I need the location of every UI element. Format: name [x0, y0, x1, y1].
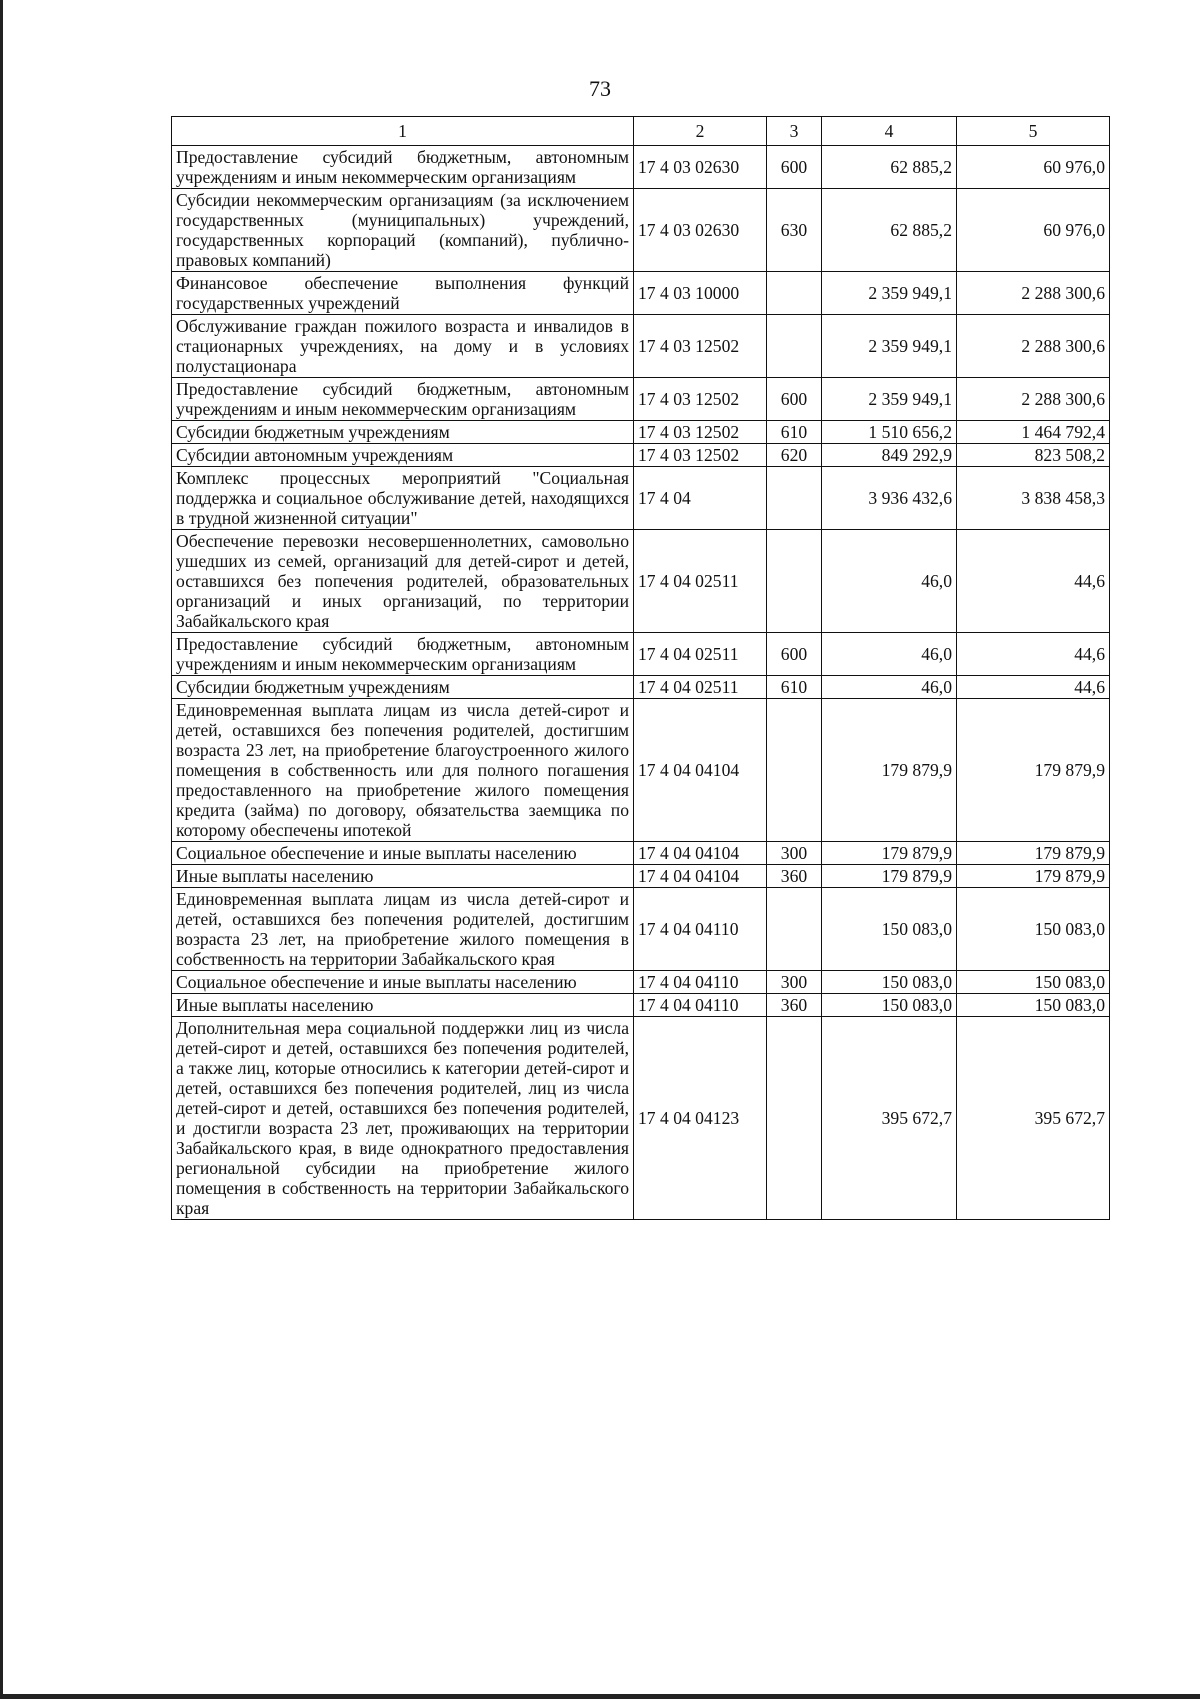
cell-name: Финансовое обеспечение выполнения функций государственных учреждений: [172, 272, 634, 315]
cell-code: 17 4 04 02511: [634, 633, 767, 676]
cell-expense-type: 630: [767, 189, 822, 272]
cell-amount-1: 1 510 656,2: [822, 421, 957, 444]
cell-amount-1: 395 672,7: [822, 1017, 957, 1220]
cell-name: Иные выплаты населению: [172, 994, 634, 1017]
cell-code: 17 4 03 12502: [634, 315, 767, 378]
table-row: [172, 888, 1110, 971]
cell-expense-type: 600: [767, 146, 822, 189]
cell-expense-type: [767, 272, 822, 315]
cell-amount-2: 2 288 300,6: [957, 315, 1110, 378]
cell-expense-type: 600: [767, 633, 822, 676]
cell-amount-2: 44,6: [957, 633, 1110, 676]
table-row: [172, 189, 1110, 272]
cell-amount-1: 2 359 949,1: [822, 378, 957, 421]
cell-amount-2: 44,6: [957, 676, 1110, 699]
cell-expense-type: 620: [767, 444, 822, 467]
cell-amount-2: 60 976,0: [957, 189, 1110, 272]
cell-name: Субсидии некоммерческим организациям (за исключением государственных (муниципальных) учреждений, государственных корпораций (компаний), публично-правовых компаний): [172, 189, 634, 272]
table-row: [172, 1017, 1110, 1220]
cell-code: 17 4 03 10000: [634, 272, 767, 315]
cell-amount-2: 150 083,0: [957, 971, 1110, 994]
cell-expense-type: 300: [767, 971, 822, 994]
cell-name: Субсидии бюджетным учреждениям: [172, 676, 634, 699]
cell-code: 17 4 04 04110: [634, 994, 767, 1017]
table-row: [172, 842, 1110, 865]
cell-name: Субсидии бюджетным учреждениям: [172, 421, 634, 444]
cell-expense-type: [767, 315, 822, 378]
table-row: [172, 378, 1110, 421]
cell-amount-1: 179 879,9: [822, 699, 957, 842]
cell-amount-2: 823 508,2: [957, 444, 1110, 467]
cell-name: Субсидии автономным учреждениям: [172, 444, 634, 467]
cell-name: Иные выплаты населению: [172, 865, 634, 888]
cell-amount-2: 60 976,0: [957, 146, 1110, 189]
cell-expense-type: 360: [767, 865, 822, 888]
cell-code: 17 4 03 02630: [634, 189, 767, 272]
cell-expense-type: [767, 530, 822, 633]
cell-name: Обслуживание граждан пожилого возраста и инвалидов в стационарных учреждениях, на дому и в условиях полустационара: [172, 315, 634, 378]
cell-amount-1: 62 885,2: [822, 146, 957, 189]
header-row: [172, 117, 1110, 146]
scan-bottom-edge: [0, 1694, 1200, 1699]
header-col-3: 3: [767, 117, 822, 146]
budget-table: [171, 116, 1110, 1220]
cell-amount-1: 62 885,2: [822, 189, 957, 272]
table-row: [172, 699, 1110, 842]
table-row: [172, 676, 1110, 699]
cell-amount-1: 150 083,0: [822, 994, 957, 1017]
cell-code: 17 4 04 02511: [634, 676, 767, 699]
table-row: [172, 146, 1110, 189]
cell-amount-1: 46,0: [822, 633, 957, 676]
cell-amount-2: 44,6: [957, 530, 1110, 633]
cell-code: 17 4 04 02511: [634, 530, 767, 633]
cell-amount-1: 179 879,9: [822, 842, 957, 865]
cell-code: 17 4 03 12502: [634, 421, 767, 444]
cell-code: 17 4 04 04110: [634, 888, 767, 971]
page-number: 73: [589, 76, 611, 101]
cell-amount-2: 395 672,7: [957, 1017, 1110, 1220]
cell-name: Дополнительная мера социальной поддержки лиц из числа детей-сирот и детей, оставшихся без попечения родителей, а также лиц, которые относились к категории детей-сирот и детей, оставшихся без попечения родителей, лиц из числа детей-сирот и детей, оставшихся без попечения родителей, и достигли возраста 23 лет, проживающих на территории Забайкальского края, в виде однократного предоставления региональной субсидии на приобретение жилого помещения в собственность на территории Забайкальского края: [172, 1017, 634, 1220]
cell-expense-type: [767, 467, 822, 530]
header-col-1: 1: [172, 117, 634, 146]
header-col-5: 5: [957, 117, 1110, 146]
cell-amount-2: 179 879,9: [957, 865, 1110, 888]
cell-amount-1: 179 879,9: [822, 865, 957, 888]
cell-name: Социальное обеспечение и иные выплаты населению: [172, 971, 634, 994]
cell-amount-1: 46,0: [822, 530, 957, 633]
cell-expense-type: [767, 1017, 822, 1220]
cell-code: 17 4 03 12502: [634, 378, 767, 421]
cell-code: 17 4 03 02630: [634, 146, 767, 189]
cell-amount-2: 2 288 300,6: [957, 272, 1110, 315]
cell-expense-type: [767, 699, 822, 842]
cell-name: Единовременная выплата лицам из числа детей-сирот и детей, оставшихся без попечения родителей, достигшим возраста 23 лет, на приобретение благоустроенного жилого помещения в собственность или для полного погашения предоставленного на приобретение жилого помещения кредита (займа) по договору, обязательства заемщика по которому обеспечены ипотекой: [172, 699, 634, 842]
header-col-2: 2: [634, 117, 767, 146]
cell-name: Предоставление субсидий бюджетным, автономным учреждениям и иным некоммерческим организациям: [172, 633, 634, 676]
cell-amount-1: 2 359 949,1: [822, 315, 957, 378]
cell-name: Предоставление субсидий бюджетным, автономным учреждениям и иным некоммерческим организациям: [172, 146, 634, 189]
cell-amount-1: 46,0: [822, 676, 957, 699]
cell-name: Комплекс процессных мероприятий "Социальная поддержка и социальное обслуживание детей, находящихся в трудной жизненной ситуации": [172, 467, 634, 530]
cell-amount-2: 1 464 792,4: [957, 421, 1110, 444]
cell-amount-1: 3 936 432,6: [822, 467, 957, 530]
cell-code: 17 4 04 04104: [634, 865, 767, 888]
cell-amount-2: 179 879,9: [957, 699, 1110, 842]
table-row: [172, 633, 1110, 676]
cell-code: 17 4 04 04104: [634, 842, 767, 865]
cell-name: Социальное обеспечение и иные выплаты населению: [172, 842, 634, 865]
cell-amount-2: 150 083,0: [957, 994, 1110, 1017]
cell-code: 17 4 04 04110: [634, 971, 767, 994]
table-row: [172, 315, 1110, 378]
cell-code: 17 4 03 12502: [634, 444, 767, 467]
cell-expense-type: 610: [767, 676, 822, 699]
header-col-4: 4: [822, 117, 957, 146]
cell-amount-2: 179 879,9: [957, 842, 1110, 865]
cell-code: 17 4 04: [634, 467, 767, 530]
cell-name: Единовременная выплата лицам из числа детей-сирот и детей, оставшихся без попечения родителей, достигшим возраста 23 лет, на приобретение жилого помещения в собственность на территории Забайкальского края: [172, 888, 634, 971]
cell-amount-1: 849 292,9: [822, 444, 957, 467]
cell-code: 17 4 04 04104: [634, 699, 767, 842]
cell-amount-1: 150 083,0: [822, 888, 957, 971]
cell-expense-type: 300: [767, 842, 822, 865]
table-body: [172, 146, 1110, 1220]
cell-amount-2: 2 288 300,6: [957, 378, 1110, 421]
cell-expense-type: 360: [767, 994, 822, 1017]
table-row: [172, 421, 1110, 444]
cell-amount-1: 150 083,0: [822, 971, 957, 994]
table-row: [172, 444, 1110, 467]
scan-left-edge: [0, 0, 3, 1699]
cell-amount-2: 150 083,0: [957, 888, 1110, 971]
table-row: [172, 865, 1110, 888]
cell-expense-type: 600: [767, 378, 822, 421]
cell-amount-2: 3 838 458,3: [957, 467, 1110, 530]
cell-amount-1: 2 359 949,1: [822, 272, 957, 315]
cell-name: Предоставление субсидий бюджетным, автономным учреждениям и иным некоммерческим организациям: [172, 378, 634, 421]
table-row: [172, 530, 1110, 633]
cell-name: Обеспечение перевозки несовершеннолетних, самовольно ушедших из семей, организаций для детей-сирот и детей, оставшихся без попечения родителей, образовательных организаций и иных организаций, по территории Забайкальского края: [172, 530, 634, 633]
table-row: [172, 272, 1110, 315]
table-row: [172, 971, 1110, 994]
cell-expense-type: 610: [767, 421, 822, 444]
cell-expense-type: [767, 888, 822, 971]
table-row: [172, 994, 1110, 1017]
table-row: [172, 467, 1110, 530]
cell-code: 17 4 04 04123: [634, 1017, 767, 1220]
